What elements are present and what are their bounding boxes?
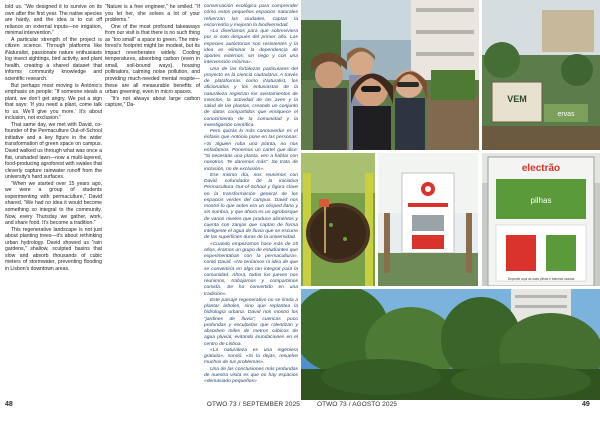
paragraph: That same day, we met with David, co-founder of the Permaculture Out-of-School initiative and a key figure in the wider transformation of green space on campus. David walked us through what was once a flat, unshaded lawn—now a multi-layered, food-producing agroforest with swales that cleverly capture rainwater runoff from the university’s hard surfaces.	[5, 121, 102, 181]
group-selfie-photo	[301, 0, 479, 150]
paragraph: conservación ecológica para comprender cómo estos pequeños espacios naturales refuerzan las ciudades, captan la escorrentía y mejoran la biodiversidad.	[204, 4, 298, 28]
paragraph: Este paisaje regenerativo no se limita a plantar árboles, sino que replantea la hidrología urbana. David nos mostró los “jardines de lluvia”, cuencas poco profundas y esculpidas que ralentizan y absorben miles de metros cúbicos de agua pluvial, evitando inundaciones en el centro de Lisboa.	[204, 297, 298, 347]
bin-brand-text: electrão	[521, 163, 561, 174]
photo-collage	[301, 0, 600, 400]
magazine-footer-right: OTWO 73 / AGOSTO 2025	[317, 401, 398, 408]
english-column-2	[105, 4, 200, 109]
paragraph: «La naturaleza es una ingeniera gratuita», sonrió. «Si la dejas, resuelve muchos de tus problemas».	[204, 347, 298, 366]
paragraph: «Cuando empezamos hace más de 15 años, éramos un grupo de estudiantes que experimentaban con la permacultura», contó David. «No teníamos ni idea de que se convertiría en algo tan integral para la comunidad. Ahora, todos los jueves nos reunimos, trabajamos y compartimos comida. Se ha convertido en una tradición».	[204, 241, 298, 297]
bin-label-text: pilhas	[530, 196, 552, 205]
paragraph: “It’s not always about large carbon capture,” Da-	[105, 95, 200, 109]
garden-structure-photo	[378, 153, 478, 286]
paragraph: “When we started over 15 years ago, we were a group of students experimenting with permaculture,” David shared. “We had no idea it would become something so integral to the community. Now, every Thursday we gather, work, and share food. It’s become a tradition.”	[5, 180, 102, 227]
paragraph: Pero quizás lo más conmovedor es el énfasis que António pone en las personas: «Si alguien roba una planta, no nos enfadamos. Ponemos un cartel que dice: “Si necesitas una planta, ven a hablar con nosotros. Te daremos más”. Se trata de inclusión, no de exclusión».	[204, 129, 298, 172]
sign-vem-text: VEM	[507, 94, 527, 104]
paragraph: “Nature is a free engineer,” he smiled. “If you let her, she solves a lot of your problems.”	[105, 4, 200, 24]
spanish-column	[204, 4, 298, 385]
seedling-pot-photo	[301, 153, 375, 286]
paragraph: «Lo diseñamos para que sobreviviera por sí solo después del primer año. Las especies autóctonas son resistentes y la idea es eliminar la dependencia de aportes externos: sin riego y con una intervención mínima».	[204, 29, 298, 66]
paragraph: But perhaps most moving is António’s emphasis on people: “If someone steals a plant, we don’t get angry. We put a sign that says: ‘If you need a plant, come talk to us. We’ll give you more.’ It’s about inclusion, not exclusion.”	[5, 82, 102, 122]
paragraph: Ese mismo día, nos reunimos con David, cofundador de la iniciativa Permacultura Out-of-School y figura clave en la transformación general de los espacios verdes del campus. David nos mostró lo que antes era un césped llano y sin sombra, y que ahora es un agrobosque de varios niveles que produce alimentos y cuenta con zanjas que captan de forma inteligente el agua de lluvia que se escurre de las superficies duras de la universidad.	[204, 172, 298, 241]
magazine-footer-left: OTWO 73 / SEPTEMBER 2025	[206, 401, 300, 408]
bin-subtext: Deposite aqui as suas pilhas e baterias usadas	[507, 277, 575, 281]
page-number-right: 49	[582, 401, 590, 408]
paragraph: Una de las conclusiones más profundas de nuestra visita es que no hay espacios «demasiado pequeños»	[204, 366, 298, 384]
page-number-left: 48	[5, 401, 13, 408]
paragraph: One of the most profound takeaways from our visit is that there is no such thing as “too small” a space to green. The mini-forest’s footprint might be modest, but its impact reverberates widely. Cooling temperatures, absorbing carbon (even in small, soil-bound ways), housing pollinators, calming noise pollution, and providing much-needed mental respite—these are all measurable benefits of urban greening, even in micro spaces.	[105, 23, 200, 96]
sign-ervas-text: ervas	[557, 111, 575, 118]
trees-panorama-photo	[301, 289, 600, 400]
english-column-1	[5, 4, 102, 272]
paragraph: A particular strength of the project is citizen science. Through platforms like iNaturalist, passionate nature enthusiasts log insect sightings, bird activity, and plant health, creating a shared dataset that informs community knowledge and scientific research.	[5, 36, 102, 83]
garden-signs-photo	[482, 0, 600, 150]
paragraph: told us. “We designed it to survive on its own after the first year. The native species are hardy, and the idea is to cut off reliance on external inputs—no irrigation, minimal intervention.”	[5, 4, 102, 37]
paragraph: This regenerative landscape is not just about planting trees—it’s about rethinking urban hydrology. David showed us “rain gardens,” shallow, sculpted basins that slow and absorb thousands of cubic meters of stormwater, preventing flooding in Lisbon’s downtown areas.	[5, 226, 102, 272]
battery-bin-photo	[482, 153, 600, 286]
paragraph: Una de las fortalezas particulares del proyecto es la ciencia ciudadana. A través de plataformas como iNaturalist, los aficionados y los entusiastas de la naturaleza registran los avistamientos de insectos, la actividad de las aves y la salud de las plantas, creando un conjunto de datos compartidos que enriquece el conocimiento de la comunidad y la investigación científica.	[204, 66, 298, 128]
